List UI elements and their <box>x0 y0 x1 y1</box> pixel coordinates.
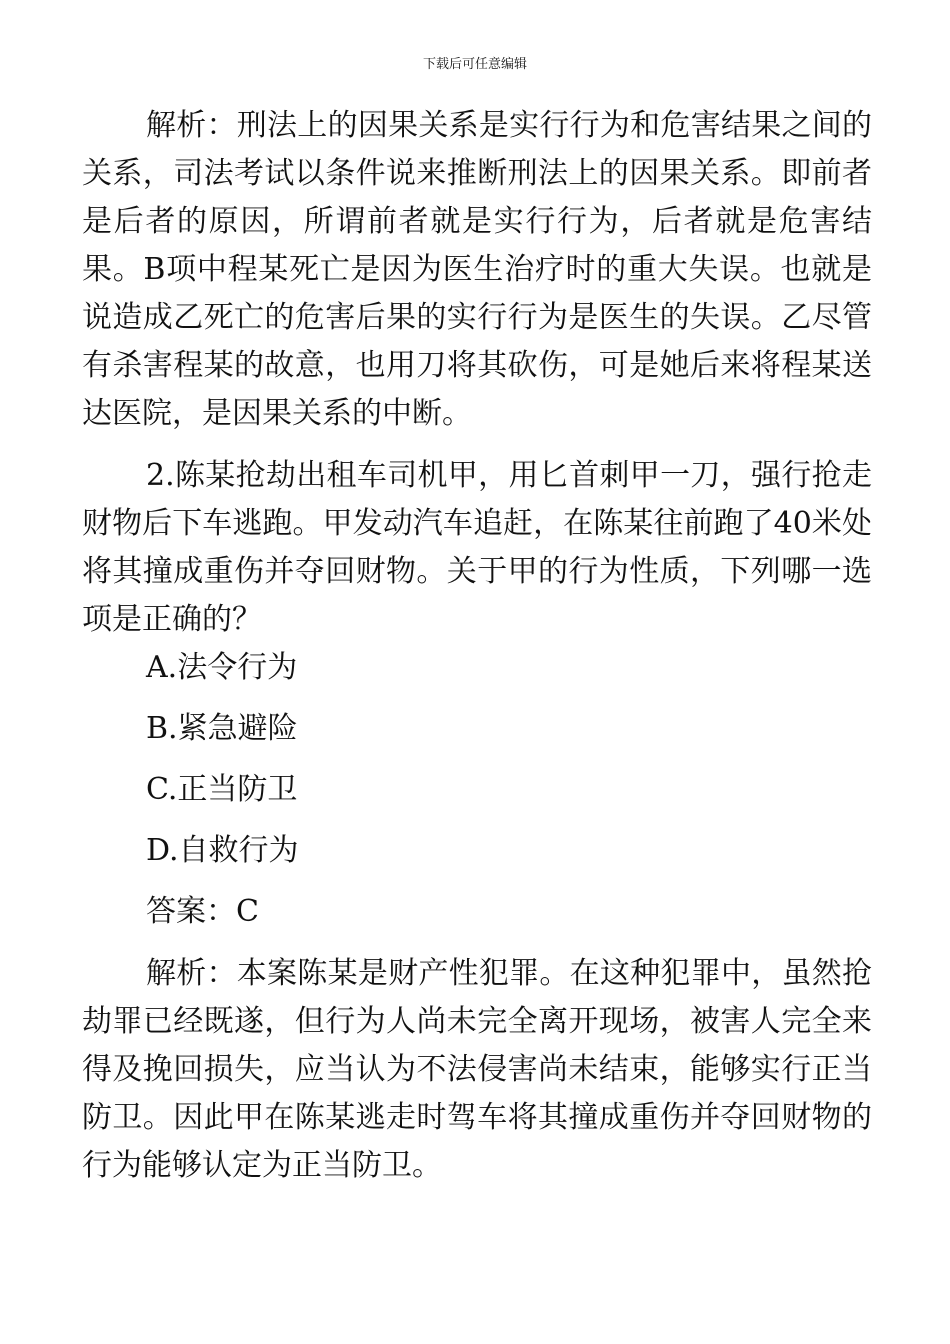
option-b: B.紧急避险 <box>146 711 298 746</box>
analysis-paragraph-1: 解析：刑法上的因果关系是实行行为和危害结果之间的关系，司法考试以条件说来推断刑法上的因果关系。即前者是后者的原因，所谓前者就是实行行为，后者就是危害结果。B项中程某死亡是因为医生治疗时的重大失误。也就是说造成乙死亡的危害后果的实行行为是医生的失误。乙尽管有杀害程某的故意，也用刀将其砍伤，可是她后来将程某送达医院，是因果关系的中断。 <box>82 108 872 431</box>
page-header: 下载后可任意编辑 <box>422 57 527 72</box>
option-a: A.法令行为 <box>146 650 298 685</box>
option-d: D.自救行为 <box>146 833 299 868</box>
analysis-paragraph-2: 解析：本案陈某是财产性犯罪。在这种犯罪中，虽然抢劫罪已经既遂，但行为人尚未完全离开现场，被害人完全来得及挽回损失，应当认为不法侵害尚未结束，能够实行正当防卫。因此甲在陈某逃走时驾车将其撞成重伤并夺回财物的行为能够认定为正当防卫。 <box>82 956 872 1183</box>
document-body <box>82 102 872 1190</box>
question-2: 2.陈某抢劫出租车司机甲，用匕首刺甲一刀，强行抢走财物后下车逃跑。甲发动汽车追赶，在陈某往前跑了40米处将其撞成重伤并夺回财物。关于甲的行为性质，下列哪一选项是正确的？ <box>82 458 872 637</box>
answer-line: 答案：C <box>146 894 259 929</box>
option-c: C.正当防卫 <box>146 772 298 807</box>
